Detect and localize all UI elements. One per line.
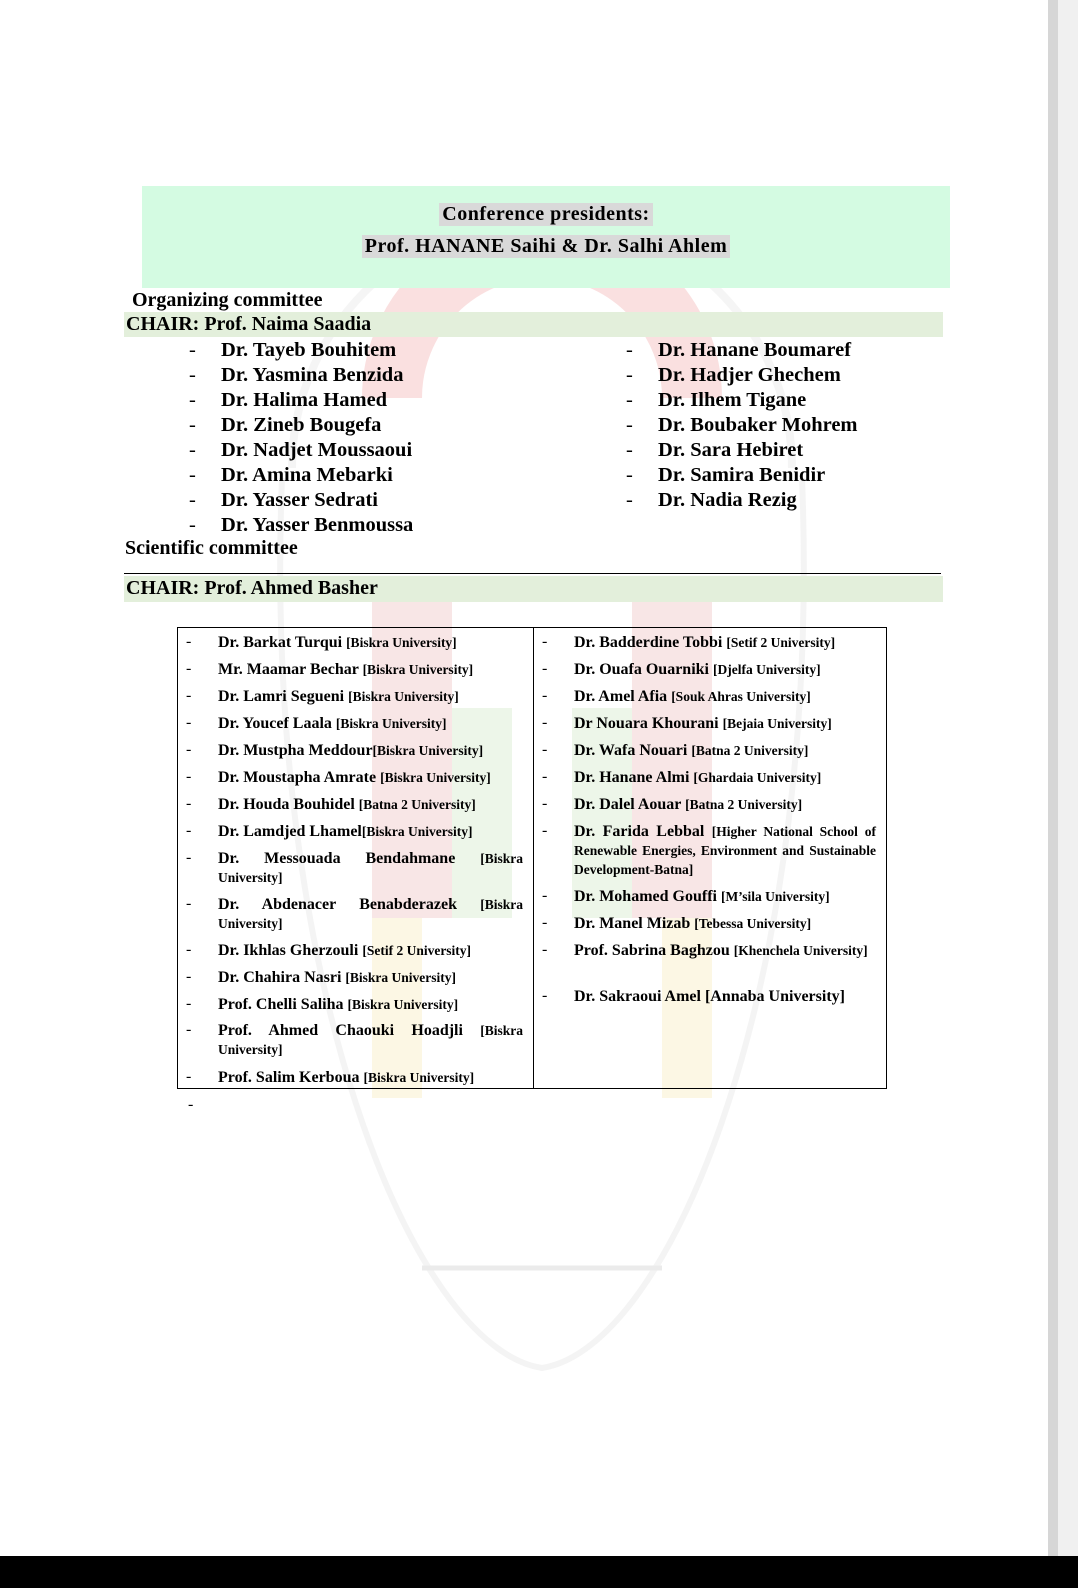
list-dash: - (186, 849, 192, 866)
list-dash: - (542, 633, 548, 650)
member-name: Dr. Lamdjed Lhamel (218, 823, 362, 840)
member-university: [Biskra University] (380, 770, 491, 785)
scientific-member (218, 633, 523, 652)
organizing-member-name: Dr. Nadjet Moussaoui (221, 439, 413, 461)
member-name: Dr. Abdenacer Benabderazek (218, 896, 481, 913)
scientific-member (218, 768, 523, 787)
scientific-member (574, 768, 876, 787)
organizing-member-name: Dr. Ilhem Tigane (658, 389, 807, 411)
scientific-chair: CHAIR: Prof. Ahmed Basher (124, 576, 943, 602)
list-dash: - (626, 414, 633, 436)
scientific-member (574, 741, 876, 760)
scientific-member (574, 795, 876, 814)
scientific-member (218, 687, 523, 706)
list-dash: - (186, 660, 192, 677)
scientific-member (218, 895, 523, 933)
list-dash: - (542, 714, 548, 731)
member-name: Dr. Chahira Nasri (218, 969, 346, 986)
organizing-member-name: Dr. Yasmina Benzida (221, 364, 404, 386)
list-dash: - (186, 768, 192, 785)
member-university: [Ghardaia University] (693, 770, 822, 785)
member-university: [Batna 2 University] (358, 797, 476, 812)
member-name: Dr. Ouafa Ouarniki (574, 661, 713, 678)
organizing-member-name: Dr. Amina Mebarki (221, 464, 393, 486)
scientific-member (218, 1021, 523, 1059)
member-name: Dr. Houda Bouhidel (218, 796, 359, 813)
list-dash: - (186, 1068, 192, 1085)
member-university: [Biskra University] (347, 997, 459, 1012)
member-university: [Biskra University] (363, 1070, 475, 1085)
list-dash: - (189, 514, 196, 536)
organizing-member-name: Dr. Yasser Sedrati (221, 489, 378, 511)
scientific-member (574, 633, 876, 652)
member-university: [Biskra University] (218, 1023, 523, 1057)
scientific-member (574, 714, 876, 733)
list-dash: - (186, 633, 192, 650)
member-name: Mr. Maamar Bechar (218, 661, 363, 678)
member-university: [Biskra University] (218, 897, 523, 931)
list-dash: - (626, 489, 633, 511)
member-university: [Setif 2 University] (726, 635, 836, 650)
organizing-member-name: Dr. Zineb Bougefa (221, 414, 382, 436)
member-name: Prof. Ahmed Chaouki Hoadjli (218, 1022, 481, 1039)
scientific-committee-heading: Scientific committee (125, 537, 298, 559)
scientific-member (218, 660, 523, 679)
member-name: Dr Nouara Khourani (574, 715, 723, 732)
member-name: Dr. Ikhlas Gherzouli (218, 942, 363, 959)
list-dash: - (189, 339, 196, 361)
list-dash: - (186, 995, 192, 1012)
scientific-member (574, 822, 876, 879)
member-name: Dr. Manel Mizab (574, 915, 695, 932)
member-name: Dr. Messouada Bendahmane (218, 850, 481, 867)
list-dash: - (542, 887, 548, 904)
member-name: Dr. Amel Afia (574, 688, 672, 705)
organizing-chair: CHAIR: Prof. Naima Saadia (124, 312, 943, 337)
scientific-member (574, 987, 876, 1006)
list-dash: - (189, 464, 196, 486)
member-university: [Tebessa University] (694, 916, 812, 931)
scrollbar-track[interactable] (1048, 0, 1058, 1556)
member-university: [Bejaia University] (722, 716, 832, 731)
scientific-member (218, 741, 523, 760)
list-dash: - (542, 660, 548, 677)
organizing-member-name: Dr. Samira Benidir (658, 464, 826, 486)
list-dash: - (189, 364, 196, 386)
list-dash: - (186, 687, 192, 704)
organizing-member-name: Dr. Sara Hebiret (658, 439, 804, 461)
member-university: [Souk Ahras University] (671, 689, 811, 704)
member-name: Dr. Lamri Segueni (218, 688, 349, 705)
list-dash: - (542, 822, 548, 839)
organizing-member-name: Dr. Halima Hamed (221, 389, 388, 411)
list-dash: - (186, 1021, 192, 1038)
list-dash: - (626, 339, 633, 361)
member-university: [Khenchela University] (733, 943, 868, 958)
scientific-member (218, 1068, 523, 1087)
list-dash: - (189, 489, 196, 511)
list-dash: - (626, 439, 633, 461)
trailing-dash: - (188, 1096, 194, 1113)
member-name: Prof. Chelli Saliha (218, 996, 348, 1013)
list-dash: - (542, 795, 548, 812)
conference-presidents-box (142, 186, 950, 288)
list-dash: - (186, 968, 192, 985)
member-university: [Biskra University] (345, 970, 457, 985)
list-dash: - (542, 687, 548, 704)
list-dash: - (186, 741, 192, 758)
scientific-member (574, 941, 876, 960)
list-dash: - (189, 414, 196, 436)
member-university: [Biskra University] (372, 743, 484, 758)
scientific-member (218, 795, 523, 814)
member-university: [Batna 2 University] (691, 743, 809, 758)
member-name: Dr. Hanane Almi (574, 769, 694, 786)
member-university: [Batna 2 University] (685, 797, 803, 812)
member-university: [Biskra University] (361, 824, 473, 839)
organizing-member-name: Dr. Boubaker Mohrem (658, 414, 858, 436)
member-name: Dr. Badderdine Tobbi (574, 634, 727, 651)
member-name: Prof. Salim Kerboua (218, 1069, 364, 1086)
scientific-member (574, 660, 876, 679)
scientific-member (218, 968, 523, 987)
member-name: Dr. Wafa Nouari (574, 742, 692, 759)
member-university: [Djelfa University] (713, 662, 821, 677)
member-name: Prof. Sabrina Baghzou (574, 942, 734, 959)
scientific-member (218, 714, 523, 733)
member-name: Dr. Sakraoui Amel [Annaba University] (574, 988, 845, 1005)
organizing-member-name: Dr. Hadjer Ghechem (658, 364, 841, 386)
scientific-member (574, 887, 876, 906)
list-dash: - (186, 822, 192, 839)
list-dash: - (186, 714, 192, 731)
organizing-member-name: Dr. Tayeb Bouhitem (221, 339, 397, 361)
scientific-member (218, 822, 523, 841)
member-university: [Biskra University] (218, 851, 523, 885)
list-dash: - (626, 464, 633, 486)
organizing-member-name: Dr. Nadia Rezig (658, 489, 797, 511)
presidents-label: Conference presidents: (439, 203, 652, 226)
list-dash: - (542, 914, 548, 931)
scientific-member (574, 687, 876, 706)
scientific-member (218, 849, 523, 887)
list-dash: - (186, 895, 192, 912)
list-dash: - (542, 741, 548, 758)
member-name: Dr. Farida Lebbal (574, 823, 712, 840)
presidents-names: Prof. HANANE Saihi & Dr. Salhi Ahlem (362, 235, 730, 258)
member-name: Dr. Youcef Laala (218, 715, 336, 732)
member-university: [Biskra University] (346, 635, 457, 650)
member-name: Dr. Barkat Turqui (218, 634, 347, 651)
member-university: [Biskra University] (335, 716, 447, 731)
member-name: Dr. Mustpha Meddour (218, 742, 373, 759)
member-university: [Higher National School of Renewable Energies, Environment and Sustainable Development-Batna] (574, 824, 876, 877)
table-column-divider (533, 628, 534, 1088)
organizing-member-name: Dr. Yasser Benmoussa (221, 514, 414, 536)
list-dash: - (189, 439, 196, 461)
list-dash: - (186, 795, 192, 812)
member-name: Dr. Dalel Aouar (574, 796, 686, 813)
organizing-committee-heading: Organizing committee (132, 289, 323, 311)
list-dash: - (542, 941, 548, 958)
member-name: Dr. Moustapha Amrate (218, 769, 381, 786)
scientific-member (574, 914, 876, 933)
scientific-member (218, 995, 523, 1014)
member-name: Dr. Mohamed Gouffi (574, 888, 721, 905)
divider-line (124, 573, 941, 574)
scientific-committee-table (177, 627, 887, 1089)
list-dash: - (542, 768, 548, 785)
member-university: [M’sila University] (720, 889, 830, 904)
list-dash: - (626, 389, 633, 411)
scientific-member (218, 941, 523, 960)
list-dash: - (189, 389, 196, 411)
member-university: [Biskra University] (362, 662, 474, 677)
organizing-member-name: Dr. Hanane Boumaref (658, 339, 852, 361)
bottom-bar (0, 1556, 1078, 1588)
list-dash: - (186, 941, 192, 958)
member-university: [Setif 2 University] (362, 943, 472, 958)
member-university: [Biskra University] (348, 689, 459, 704)
list-dash: - (542, 987, 548, 1004)
list-dash: - (626, 364, 633, 386)
